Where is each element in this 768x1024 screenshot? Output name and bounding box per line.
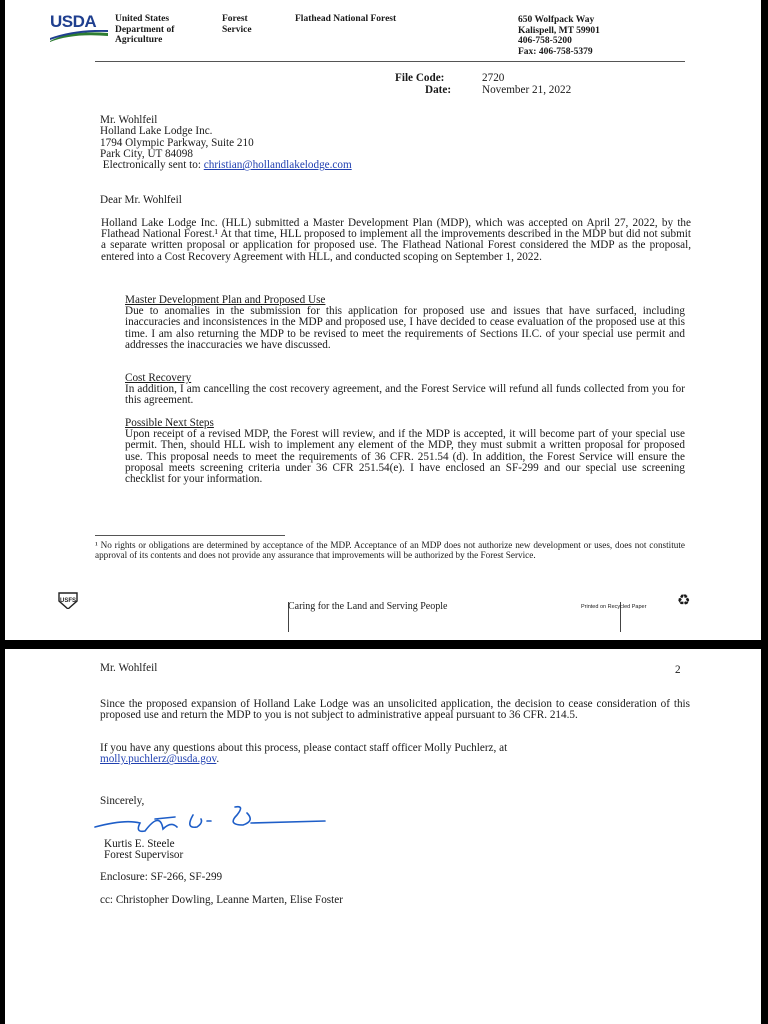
file-code-label: File Code: xyxy=(395,72,445,84)
letter-page-2 xyxy=(5,649,761,1024)
usda-logo xyxy=(50,13,110,43)
service-line-2: Service xyxy=(222,24,252,35)
page2-header-name: Mr. Wohlfeil xyxy=(100,662,158,674)
recipient-company: Holland Lake Lodge Inc. xyxy=(100,125,213,138)
service-line-1: Forest xyxy=(222,14,248,24)
letterhead-rule xyxy=(95,61,685,62)
usda-logo-text: USDA xyxy=(50,12,97,31)
section-heading-mdp: Master Development Plan and Proposed Use xyxy=(125,294,326,306)
recipient-street: 1794 Olympic Parkway, Suite 210 xyxy=(100,136,254,149)
footnote-rule xyxy=(95,535,285,536)
signer-block xyxy=(104,839,183,862)
shield-icon xyxy=(57,591,79,609)
page2-paragraph-2-text: If you have any questions about this process, please contact staff officer Molly Puchlerz, at xyxy=(100,742,508,754)
recipient-block xyxy=(100,115,352,171)
unit-name: Flathead National Forest xyxy=(295,14,397,24)
section-text-cost-recovery: In addition, I am cancelling the cost recovery agreement, and the Forest Service will refund all funds collected from you for this agreement. xyxy=(125,383,685,407)
office-address xyxy=(518,15,600,57)
section-cost-recovery xyxy=(125,373,685,407)
address-line-3: 406-758-5200 xyxy=(518,36,572,46)
letter-page-1 xyxy=(5,0,761,640)
recipient-name: Mr. Wohlfeil xyxy=(100,114,158,126)
cc-line: cc: Christopher Dowling, Leanne Marten, Elise Foster xyxy=(100,894,343,906)
section-heading-cost-recovery: Cost Recovery xyxy=(125,372,192,384)
section-text-next-steps: Upon receipt of a revised MDP, the Forest will review, and if the MDP is accepted, it will become part of your special use permit. Then, should HLL wish to implement any element of the MDP, they must submit a written proposal for proposed use. This proposal needs to meet the requirements of 36 CFR. 251.54 (d). In addition, the Forest Service will ensure the proposal meets screening criteria under 36 CFR 251.54(e). I have enclosed an SF-299 and our special use screening checklist for your information. xyxy=(125,428,685,486)
shield-lettering: USFS xyxy=(59,598,77,604)
signature-image xyxy=(85,801,335,841)
agency-line-2: Department of xyxy=(115,24,175,35)
agency-line-1: United States xyxy=(115,14,170,24)
page2-paragraph-2-end: . xyxy=(216,753,220,766)
agency-name xyxy=(115,14,174,46)
page-number: 2 xyxy=(675,664,681,676)
usfs-shield-logo xyxy=(57,591,79,609)
address-line-2: Kalispell, MT 59901 xyxy=(518,25,600,36)
footnote: ¹ No rights or obligations are determined by acceptance of the MDP. Acceptance of an MDP does not authorize new development or uses, does not constitute approval of its contents and does not provide any assurance that improvements will be authorized by the Forest Service. xyxy=(95,540,685,560)
contact-email-link[interactable]: molly.puchlerz@usda.gov xyxy=(100,753,217,766)
date-label: Date: xyxy=(425,84,452,96)
section-heading-next-steps: Possible Next Steps xyxy=(125,417,214,429)
page2-paragraph-2 xyxy=(100,743,690,765)
sent-prefix: Electronically sent to: xyxy=(102,159,204,172)
file-code-value: 2720 xyxy=(482,72,505,84)
signer-title: Forest Supervisor xyxy=(104,849,184,862)
agency-line-3: Agriculture xyxy=(115,35,163,45)
section-mdp xyxy=(125,295,685,351)
page2-paragraph-1: Since the proposed expansion of Holland Lake Lodge was an unsolicited application, the decision to cease consideration of this proposed use and return the MDP to you is not subject to administrative appeal pursuant to 36 CFR. 214.5. xyxy=(100,698,690,722)
closing: Sincerely, xyxy=(100,795,145,807)
intro-paragraph: Holland Lake Lodge Inc. (HLL) submitted a Master Development Plan (MDP), which was accepted on April 27, 2022, by the Flathead National Forest.¹ At that time, HLL proposed to implement all the improvements described in the MDP but did not submit a separate written proposal or application for proposed use. The Flathead National Forest considered the MDP as the proposal, entered into a Cost Recovery Agreement with HLL, and conducted scoping on September 1, 2022. xyxy=(101,217,691,263)
footer-recycled: Printed on Recycled Paper xyxy=(581,604,647,610)
service-name xyxy=(222,14,252,35)
section-next-steps xyxy=(125,418,685,485)
address-line-4: Fax: 406-758-5379 xyxy=(518,46,593,57)
recipient-city: Park City, UT 84098 xyxy=(100,147,193,160)
signer-name: Kurtis E. Steele xyxy=(104,838,175,850)
date-value: November 21, 2022 xyxy=(482,84,572,96)
salutation: Dear Mr. Wohlfeil xyxy=(100,194,182,206)
recycle-icon: ♻ xyxy=(677,593,691,609)
footer-motto: Caring for the Land and Serving People xyxy=(288,601,448,612)
recipient-email-link[interactable]: christian@hollandlakelodge.com xyxy=(203,159,352,172)
recipient-sent-line xyxy=(100,160,352,171)
section-text-mdp: Due to anomalies in the submission for this application for proposed use and issues that have surfaced, including inaccuracies and inconsistences in the MDP and proposed use, I have decided to cease evaluation of the proposed use at this time. I am also returning the MDP to be revised to meet the requirements of Sections II.C. of your special use permit and addresses the inaccuracies we have discussed. xyxy=(125,305,685,351)
usda-logo-fields xyxy=(50,30,108,42)
address-line-1: 650 Wolfpack Way xyxy=(518,15,595,25)
enclosure-line: Enclosure: SF-266, SF-299 xyxy=(100,871,223,883)
